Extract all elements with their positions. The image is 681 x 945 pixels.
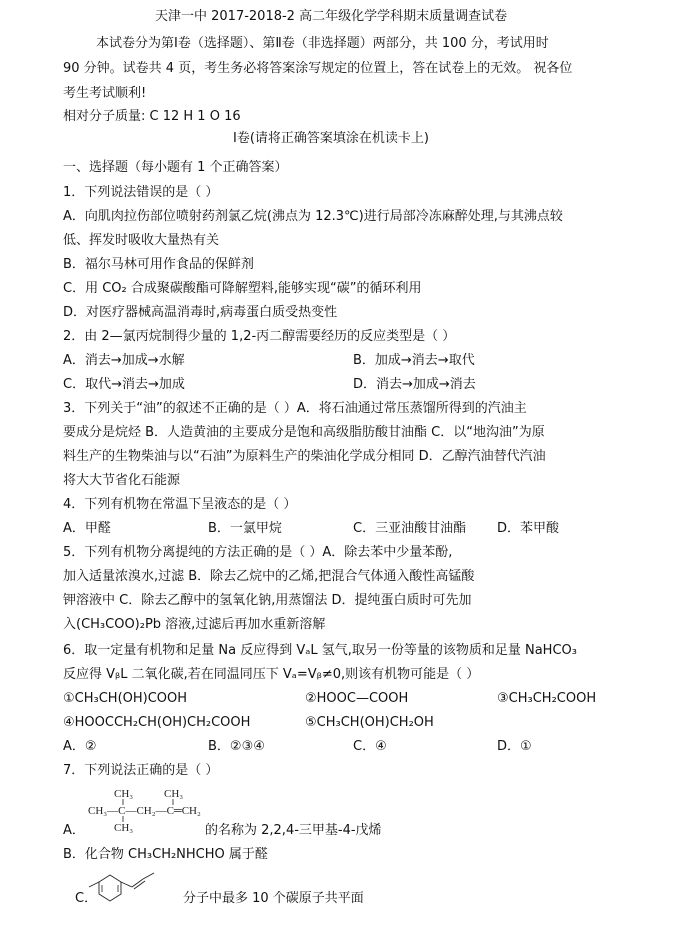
q4-option-a: A．甲醛 bbox=[63, 521, 111, 536]
page-title: 天津一中 2017-2018-2 高二年级化学学科期末质量调查试卷 bbox=[155, 9, 508, 24]
q2-option-a: A．消去→加成→水解 bbox=[63, 353, 185, 368]
intro-line-1: 本试卷分为第Ⅰ卷（选择题）、第Ⅱ卷（非选择题）两部分，共 100 分，考试用时 bbox=[96, 36, 549, 51]
q6-option-b: B．②③④ bbox=[208, 739, 265, 754]
q4-option-c: C．三亚油酸甘油酯 bbox=[353, 521, 467, 536]
q7-option-c-text: 分子中最多 10 个碳原子共平面 bbox=[183, 891, 364, 906]
part-heading: 一、选择题（每小题有 1 个正确答案） bbox=[63, 160, 288, 175]
q2-option-c: C．取代→消去→加成 bbox=[63, 377, 185, 392]
struct-main-chain: CH₃—C—CH₂—C═CH₂ bbox=[88, 805, 201, 817]
q1-option-d: D．对医疗器械高温消毒时,病毒蛋白质受热变性 bbox=[63, 305, 338, 320]
q6-choice-3: ③CH₃CH₂COOH bbox=[497, 691, 597, 706]
q3-line1: 3．下列关于“油”的叙述不正确的是（ ）A．将石油通过常压蒸馏所得到的汽油主 bbox=[63, 401, 527, 416]
q6-line2: 反应得 VᵦL 二氧化碳,若在同温同压下 Vₐ=Vᵦ≠0,则该有机物可能是（ ） bbox=[63, 667, 480, 682]
q2-option-d: D．消去→加成→消去 bbox=[353, 377, 476, 392]
struct-bottom-ch3: CH₃ bbox=[114, 822, 134, 834]
q1-option-c: C．用 CO₂ 合成聚碳酸酯可降解塑料,能够实现“碳”的循环利用 bbox=[63, 281, 422, 296]
q2-option-b: B．加成→消去→取代 bbox=[353, 353, 475, 368]
q6-choice-5: ⑤CH₃CH(OH)CH₂OH bbox=[305, 715, 434, 730]
intro-line-3: 考生考试顺利! bbox=[63, 86, 147, 101]
q7-stem: 7．下列说法正确的是（ ） bbox=[63, 763, 219, 778]
intro-line-2: 90 分钟。试卷共 4 页，考生务必将答案涂写规定的位置上，答在试卷上的无效。 祝各位 bbox=[63, 61, 573, 76]
q6-choice-2: ②HOOC—COOH bbox=[305, 691, 409, 706]
q6-option-d: D．① bbox=[497, 739, 532, 754]
struct-top-ch3-1: CH₃ bbox=[114, 788, 134, 800]
q1-option-a-line1: A．向肌肉拉伤部位喷射药剂氯乙烷(沸点为 12.3℃)进行局部冷冻麻醉处理,与其沸点较 bbox=[63, 209, 563, 224]
q3-line4: 将大大节省化石能源 bbox=[63, 473, 181, 488]
q7-structure-a bbox=[88, 786, 208, 834]
q1-option-b: B．福尔马林可用作食品的保鲜剂 bbox=[63, 257, 254, 272]
q2-stem: 2．由 2—氯丙烷制得少量的 1,2-丙二醇需要经历的反应类型是（ ） bbox=[63, 329, 456, 344]
section-heading: Ⅰ卷(请将正确答案填涂在机读卡上) bbox=[233, 131, 429, 146]
q7-structure-c-methylstyrene bbox=[86, 866, 186, 906]
q7-option-a-label: A． bbox=[63, 823, 85, 838]
q4-option-d: D．苯甲酸 bbox=[497, 521, 560, 536]
q6-choice-4: ④HOOCCH₂CH(OH)CH₂COOH bbox=[63, 715, 251, 730]
q6-option-c: C．④ bbox=[353, 739, 387, 754]
q5-line4: 入(CH₃COO)₂Pb 溶液,过滤后再加水重新溶解 bbox=[63, 617, 326, 632]
q7-option-c-label: C． bbox=[75, 891, 98, 906]
q3-line3: 料生产的生物柴油与以“石油”为原料生产的柴油化学成分相同 D．乙醇汽油替代汽油 bbox=[63, 449, 546, 464]
q7-option-a-text: 的名称为 2,2,4-三甲基-4-戊烯 bbox=[205, 823, 382, 838]
q1-stem: 1．下列说法错误的是（ ） bbox=[63, 185, 219, 200]
q5-line2: 加入适量浓溴水,过滤 B．除去乙烷中的乙烯,把混合气体通入酸性高锰酸 bbox=[63, 569, 475, 584]
q7-option-b: B．化合物 CH₃CH₂NHCHO 属于醛 bbox=[63, 847, 268, 862]
atomic-mass-line: 相对分子质量: C 12 H 1 O 16 bbox=[63, 109, 241, 124]
q5-line1: 5．下列有机物分离提纯的方法正确的是（ ）A．除去苯中少量苯酚, bbox=[63, 545, 453, 560]
struct-top-ch3-2: CH₃ bbox=[164, 788, 184, 800]
q4-option-b: B．一氯甲烷 bbox=[208, 521, 282, 536]
q4-stem: 4．下列有机物在常温下呈液态的是（ ） bbox=[63, 497, 297, 512]
q6-line1: 6．取一定量有机物和足量 Na 反应得到 VₐL 氢气,取另一份等量的该物质和足量 NaHCO₃ bbox=[63, 643, 577, 658]
q6-option-a: A．② bbox=[63, 739, 97, 754]
q3-line2: 要成分是烷烃 B．人造黄油的主要成分是饱和高级脂肪酸甘油酯 C．以“地沟油”为原 bbox=[63, 425, 545, 440]
q5-line3: 钾溶液中 C．除去乙醇中的氢氧化钠,用蒸馏法 D．提纯蛋白质时可先加 bbox=[63, 593, 472, 608]
q6-choice-1: ①CH₃CH(OH)COOH bbox=[63, 691, 188, 706]
q1-option-a-line2: 低、挥发时吸收大量热有关 bbox=[63, 233, 220, 248]
